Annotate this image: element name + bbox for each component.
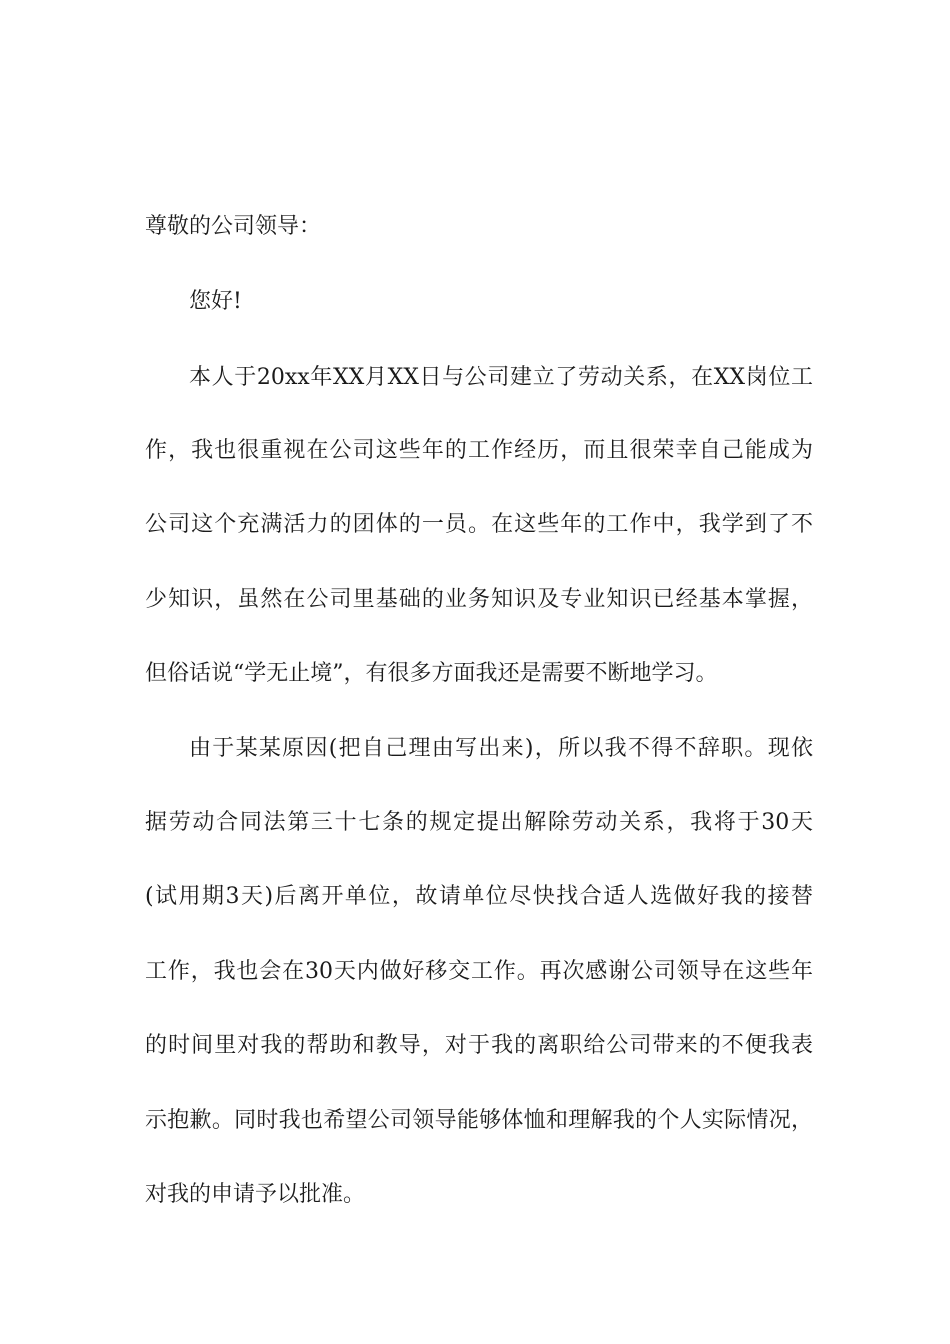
paragraph2-line-7: 对我的申请予以批准。 bbox=[145, 1182, 366, 1207]
paragraph1-line-5: 但俗话说“学无止境”，有很多方面我还是需要不断地学习。 bbox=[145, 661, 718, 686]
paragraph1-line-3: 公司这个充满活力的团体的一员。在这些年的工作中，我学到了不 bbox=[145, 512, 813, 537]
paragraph2-line-4: 工作，我也会在30天内做好移交工作。再次感谢公司领导在这些年 bbox=[145, 959, 813, 984]
salutation: 尊敬的公司领导： bbox=[145, 214, 322, 239]
paragraph1-line-4: 少知识，虽然在公司里基础的业务知识及专业知识已经基本掌握， bbox=[145, 587, 813, 612]
paragraph2-line-6: 示抱歉。同时我也希望公司领导能够体恤和理解我的个人实际情况， bbox=[145, 1108, 813, 1133]
paragraph2-line-3: (试用期3天)后离开单位，故请单位尽快找合适人选做好我的接替 bbox=[145, 884, 813, 909]
paragraph1-line-1: 本人于20xx年XX月XX日与公司建立了劳动关系，在XX岗位工 bbox=[189, 365, 813, 390]
paragraph2-line-2: 据劳动合同法第三十七条的规定提出解除劳动关系，我将于30天 bbox=[145, 810, 813, 835]
paragraph2-line-1: 由于某某原因(把自己理由写出来)，所以我不得不辞职。现依 bbox=[189, 736, 813, 761]
greeting: 您好! bbox=[189, 289, 242, 314]
paragraph2-line-5: 的时间里对我的帮助和教导，对于我的离职给公司带来的不便我表 bbox=[145, 1033, 813, 1058]
paragraph1-line-2: 作，我也很重视在公司这些年的工作经历，而且很荣幸自己能成为 bbox=[145, 438, 813, 463]
